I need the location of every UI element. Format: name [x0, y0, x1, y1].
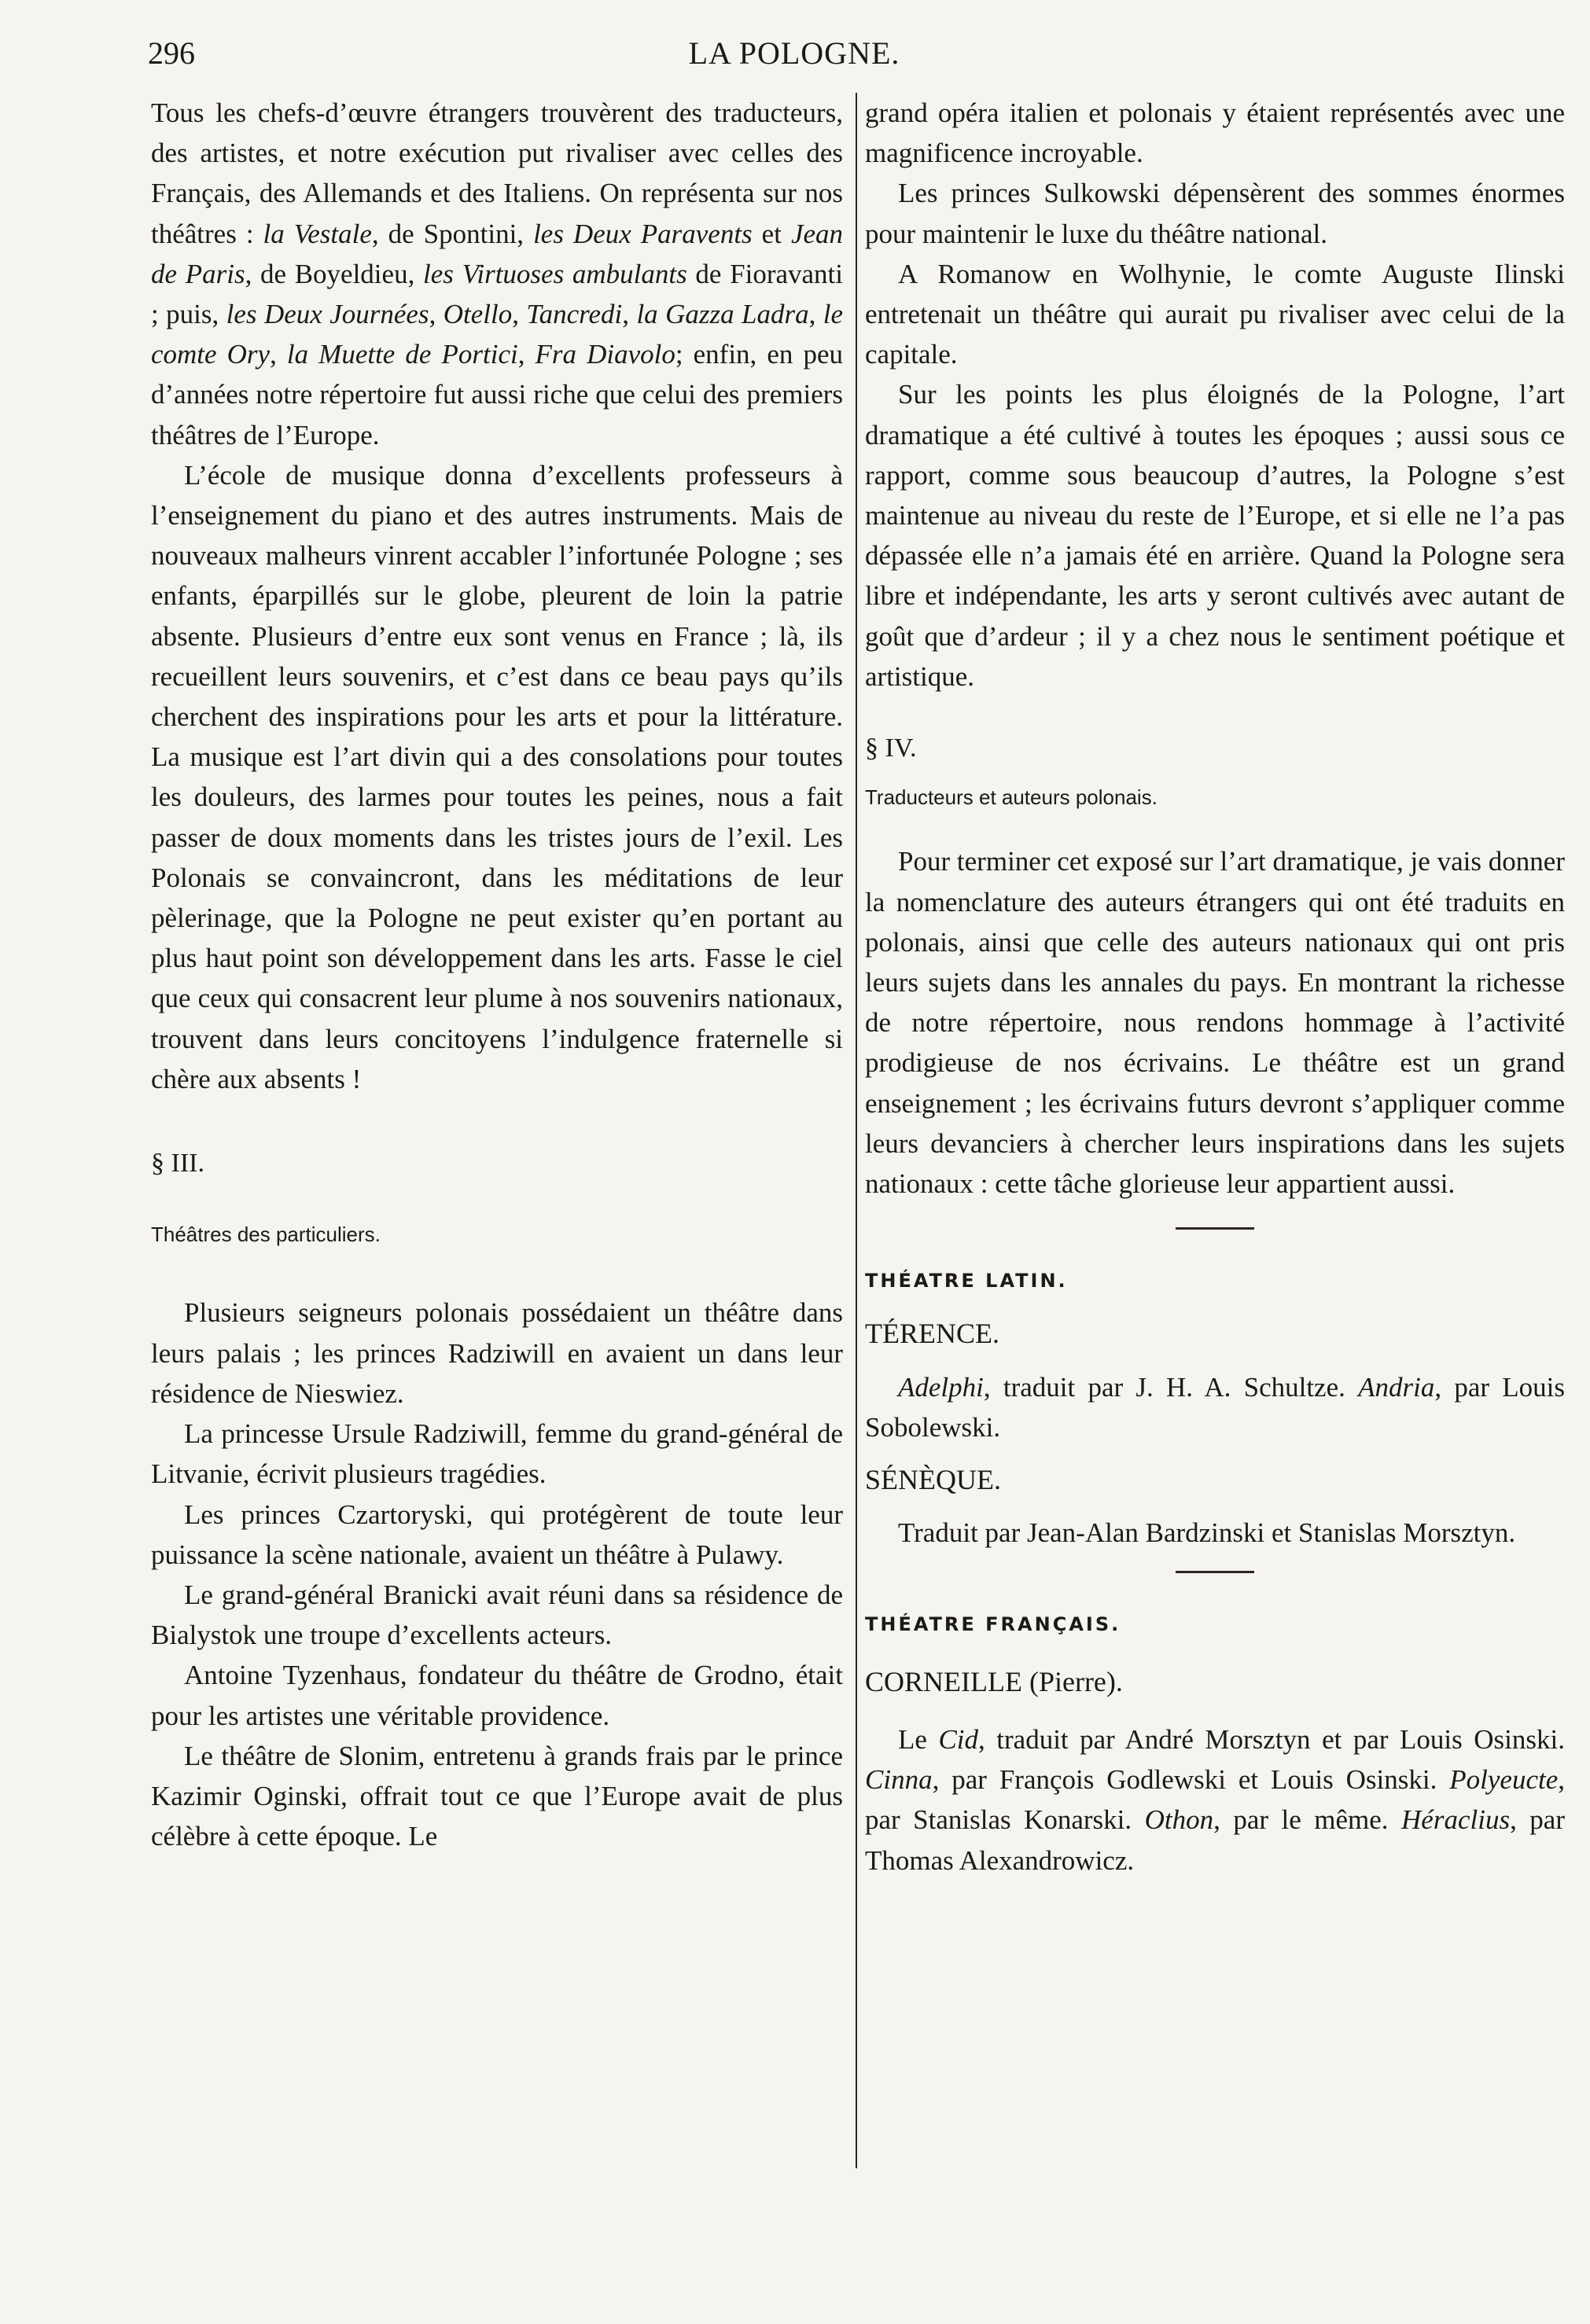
paragraph: Les princes Czartoryski, qui protégèrent de toute leur puissance la scène nationale, avaient un théâtre à Pulawy.: [151, 1498, 843, 1570]
text-run: , par Thomas Alexandrowicz.: [865, 1804, 1565, 1876]
work-title: la Vestale: [263, 218, 372, 249]
right-column: [865, 93, 1565, 1881]
author-heading: CORNEILLE (Pierre).: [865, 1665, 1123, 1697]
text-run: , par François Godlewski et Louis Osinski.: [932, 1764, 1437, 1796]
left-column: [151, 93, 843, 1856]
section-mark: § III.: [151, 1149, 204, 1179]
paragraph: Pour terminer cet exposé sur l’art dramatique, je vais donner la nomenclature des auteurs étrangers qui ont été traduits en polonais, ainsi que celle des auteurs nationaux qui ont pris leurs sujets dans les annales du pays. En montrant la richesse de notre répertoire, nous rendons hommage à l’activité prodigieuse de nos écrivains. Le théâtre est un grand enseignement ; les écrivains futurs devront s’appliquer comme leurs devanciers à chercher leurs inspirations dans les sujets nationaux : cette tâche glorieuse leur appartient aussi.: [865, 846, 1565, 1200]
section-mark: § IV.: [865, 734, 917, 763]
paragraph: Plusieurs seigneurs polonais possédaient un théâtre dans leurs palais ; les princes Radziwill en avaient un dans leur résidence de Nieswiez.: [151, 1297, 843, 1409]
paragraph: Les princes Sulkowski dépensèrent des sommes énormes pour maintenir le luxe du théâtre national.: [865, 178, 1565, 249]
text-run: ,: [517, 339, 525, 370]
paragraph: La princesse Ursule Radziwill, femme du grand-général de Litvanie, écrivit plusieurs tragédies.: [151, 1418, 843, 1490]
work-title: Polyeucte: [1449, 1764, 1559, 1796]
work-title: Héraclius: [1401, 1804, 1511, 1836]
work-title: le comte Ory: [151, 299, 844, 370]
work-title: les Deux Paravents: [533, 218, 753, 249]
text-run: Le: [898, 1723, 927, 1755]
running-title: LA POLOGNE.: [688, 35, 900, 71]
paragraph: grand opéra italien et polonais y étaient représentés avec une magnificence incroyable.: [865, 97, 1565, 169]
text-run: , de Spontini,: [371, 218, 524, 249]
author-heading: SÉNÈQUE.: [865, 1464, 1001, 1496]
paragraph: Traduit par Jean-Alan Bardzinski et Stanislas Morsztyn.: [898, 1517, 1516, 1549]
work-title: Cid: [938, 1723, 979, 1755]
text-run: , de Boyeldieu,: [245, 258, 415, 289]
work-title: les Virtuoses ambulants: [423, 258, 687, 289]
text-run: ,: [622, 299, 630, 330]
work-title: Otello: [443, 299, 513, 330]
author-heading: TÉRENCE.: [865, 1318, 999, 1350]
text-run: ,: [429, 299, 436, 330]
work-title: Fra Diavolo: [535, 339, 675, 370]
page-number: 296: [148, 35, 195, 71]
work-title: Jean de Paris: [151, 218, 844, 289]
paragraph: [865, 1719, 1565, 1881]
section-title: Traducteurs et auteurs polonais.: [865, 785, 1158, 810]
work-title: Adelphi: [898, 1371, 984, 1403]
paragraph: [865, 1367, 1565, 1447]
work-title: la Gazza Ladra: [636, 299, 809, 330]
paragraph: Sur les points les plus éloignés de la Pologne, l’art dramatique a été cultivé à toutes les époques ; aussi sous ce rapport, comme sous beaucoup d’autres, la Pologne s’est maintenue au niveau du reste de l’Europe, et si elle ne l’a pas dépassée elle n’a jamais été en arrière. Quand la Pologne sera libre et indépendante, les arts y seront cultivés avec autant de goût que d’ardeur ; il y a chez nous le sentiment poétique et artistique.: [865, 379, 1565, 692]
text-run: Tous les chefs-d’œuvre étrangers trouvèrent des traducteurs, des artistes, et notre exécution put rivaliser avec celles des Français, des Allemands et des Italiens. On représenta sur nos théâtres :: [151, 97, 843, 249]
text-run: , par Stanislas Konarski.: [865, 1764, 1566, 1836]
work-title: Tancredi: [526, 299, 623, 330]
paragraph: L’école de musique donna d’excellents professeurs à l’enseignement du piano et des autres instruments. Mais de nouveaux malheurs vinrent accabler l’infortunée Pologne ; ses enfants, éparpillés sur le globe, pleurent de loin la patrie absente. Plusieurs d’entre eux sont venus en France ; là, ils recueillent leurs souvenirs, et c’est dans ce beau pays qu’ils cherchent des inspirations pour les arts et pour la littérature. La musique est l’art divin qui a des consolations pour toutes les douleurs, des larmes pour toutes les peines, nous a fait passer de doux moments dans les tristes jours de l’exil. Les Polonais se convaincront, dans les méditations de leur pèlerinage, que la Pologne ne peut exister qu’en portant au plus haut point son développement dans les arts. Fasse le ciel que ceux qui consacrent leur plume à nos souvenirs nationaux, trouvent dans leurs concitoyens l’indulgence fraternelle si chère aux absents !: [151, 459, 843, 1094]
running-head: [148, 35, 1441, 82]
theatre-heading: THÉATRE LATIN.: [865, 1270, 1068, 1293]
text-run: , traduit par J. H. A. Schultze.: [983, 1371, 1345, 1403]
work-title: Othon: [1144, 1804, 1214, 1836]
theatre-heading: THÉATRE FRANÇAIS.: [865, 1612, 1121, 1635]
text-run: et: [752, 218, 782, 249]
text-run: ,: [270, 339, 277, 370]
paragraph: A Romanow en Wolhynie, le comte Auguste Ilinski entretenait un théâtre qui aurait pu rivaliser avec celui de la capitale.: [865, 258, 1565, 370]
work-title: les Deux Journées: [226, 299, 429, 330]
text-run: , par Louis Sobolewski.: [865, 1371, 1566, 1443]
paragraph: Le théâtre de Slonim, entretenu à grands frais par le prince Kazimir Oginski, offrait tout ce que l’Europe avait de plus célèbre à cette époque. Le: [151, 1740, 843, 1852]
text-run: , traduit par André Morsztyn et par Louis Osinski.: [978, 1723, 1565, 1755]
work-title: Andria: [1358, 1371, 1435, 1403]
text-run: ; enfin, en peu d’années notre répertoire fut aussi riche que celui des premiers théâtres de l’Europe.: [151, 339, 843, 450]
text-run: , par le même.: [1213, 1804, 1389, 1836]
text-run: ,: [512, 299, 519, 330]
text-run: de Fioravanti ; puis,: [151, 258, 843, 330]
column-divider: [856, 93, 857, 2168]
section-title: Théâtres des particuliers.: [151, 1223, 381, 1247]
work-title: la Muette de Portici: [286, 339, 518, 370]
paragraph: Antoine Tyzenhaus, fondateur du théâtre de Grodno, était pour les artistes une véritable providence.: [151, 1660, 843, 1731]
text-run: ,: [808, 299, 816, 330]
work-title: Cinna: [865, 1764, 933, 1796]
paragraph: Le grand-général Branicki avait réuni dans sa résidence de Bialystok une troupe d’excellents acteurs.: [151, 1579, 843, 1651]
paragraph: [151, 93, 843, 455]
